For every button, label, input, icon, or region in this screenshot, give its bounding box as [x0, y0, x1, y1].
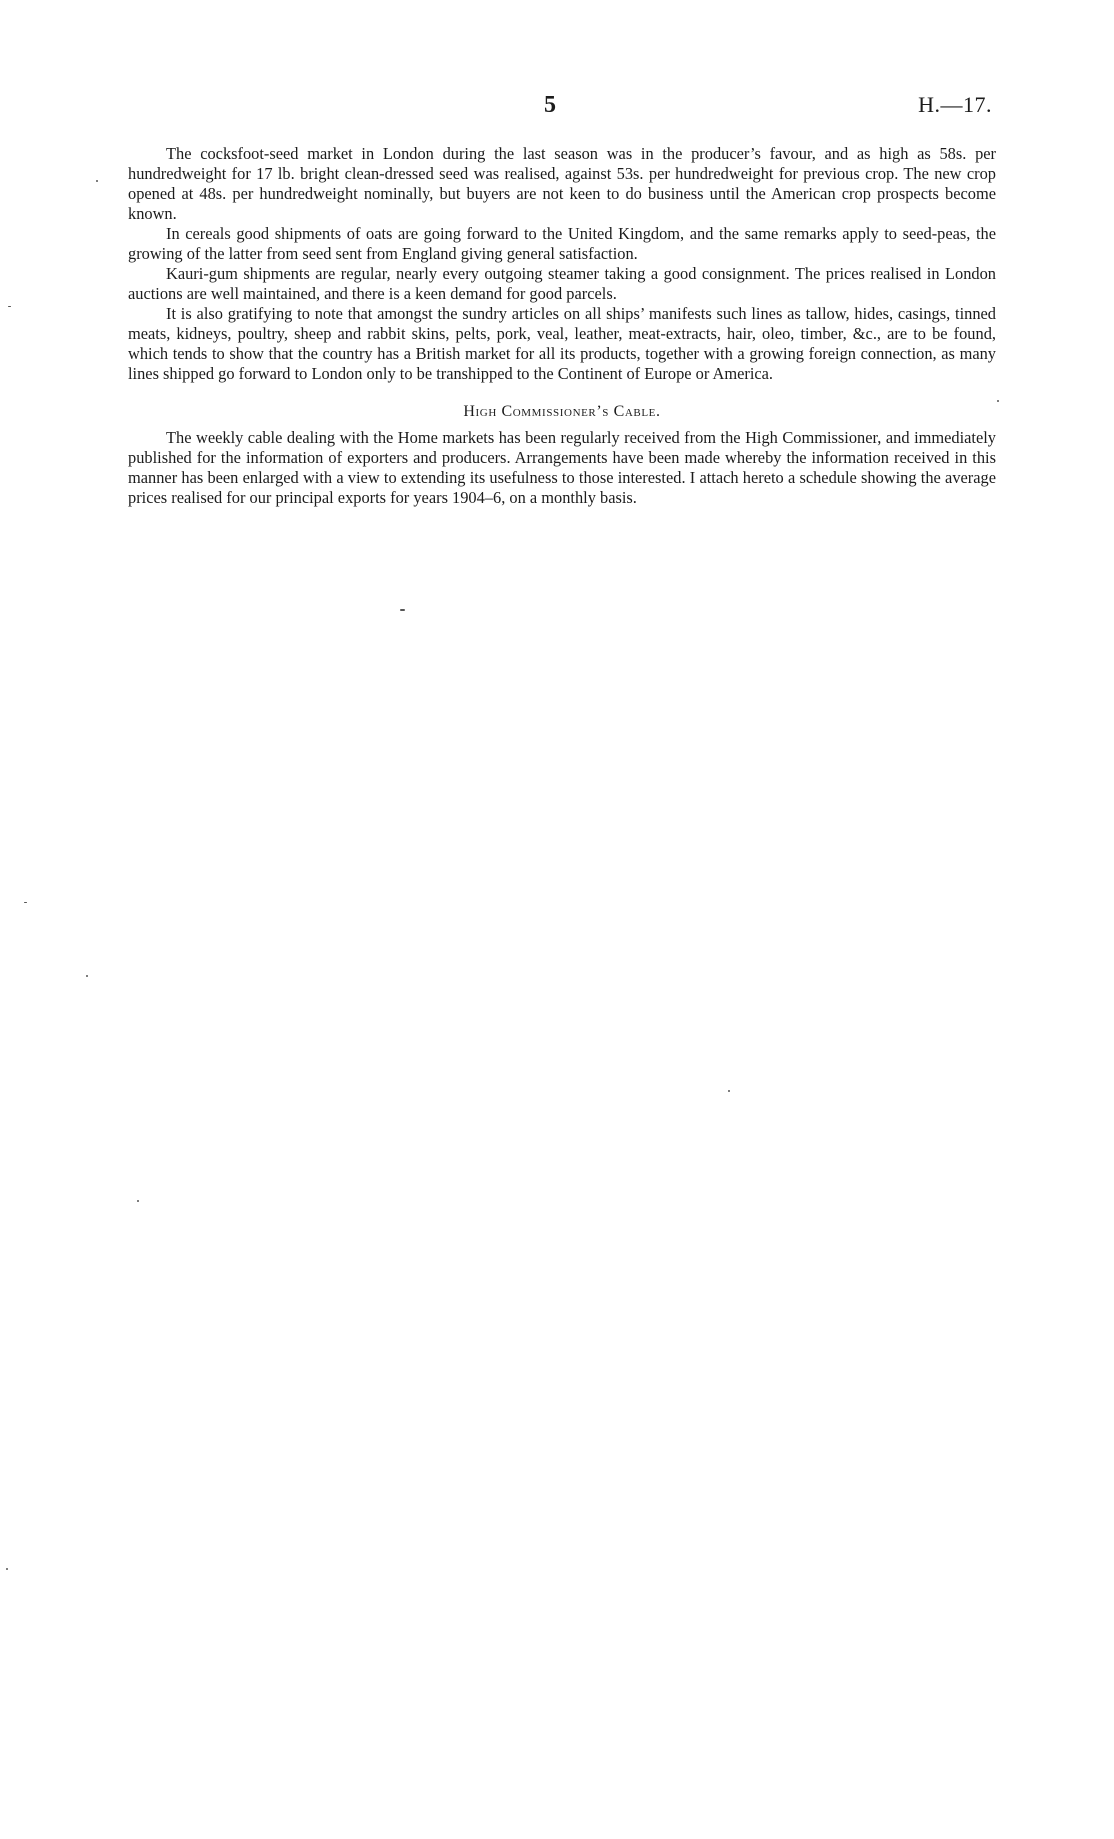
scan-speck [6, 1568, 8, 1570]
document-reference: H.—17. [918, 92, 992, 117]
section-heading: High Commissioner’s Cable. [463, 403, 661, 420]
page-header [0, 92, 1114, 122]
paragraph-cocksfoot-seed: The cocksfoot-seed market in London during the last season was in the producer’s favour, and as high as 58s. per hundredweight for 17 lb. bright clean-dressed seed was realised, against 53s. per hundredweight for previous crop. The new crop opened at 48s. per hundredweight nominally, but buyers are not keen to do business until the American crop prospects become known. [128, 144, 996, 223]
paragraph-cereals: In cereals good shipments of oats are going forward to the United Kingdom, and the same remarks apply to seed-peas, the growing of the latter from seed sent from England giving general satisfaction. [128, 224, 996, 263]
scan-speck [96, 180, 98, 182]
scan-speck [728, 1090, 730, 1092]
paragraph-high-commissioner-cable: The weekly cable dealing with the Home markets has been regularly received from the High Commissioner, and immediately published for the information of exporters and producers. Arrangements have been made whereby the information received in this manner has been enlarged with a view to extending its usefulness to those interested. I attach hereto a schedule showing the average prices realised for our principal exports for years 1904–6, on a monthly basis. [128, 428, 996, 507]
page-number: 5 [544, 92, 556, 118]
scan-speck [137, 1200, 139, 1202]
body-text [128, 144, 996, 508]
paragraph-kauri-gum: Kauri-gum shipments are regular, nearly every outgoing steamer taking a good consignment. The prices realised in London auctions are well maintained, and there is a keen demand for good parcels. [128, 264, 996, 303]
scan-speck [997, 400, 999, 402]
scan-speck [24, 902, 27, 903]
scan-speck [400, 609, 405, 611]
scan-speck [8, 306, 11, 307]
paragraph-sundry-articles: It is also gratifying to note that amongst the sundry articles on all ships’ manifests such lines as tallow, hides, casings, tinned meats, kidneys, poultry, sheep and rabbit skins, pelts, pork, veal, leather, meat-extracts, hair, oleo, timber, &c., are to be found, which tends to show that the country has a British market for all its products, together with a growing foreign connection, as many lines shipped go forward to London only to be transhipped to the Continent of Europe or America. [128, 304, 996, 383]
scan-speck [86, 975, 88, 977]
